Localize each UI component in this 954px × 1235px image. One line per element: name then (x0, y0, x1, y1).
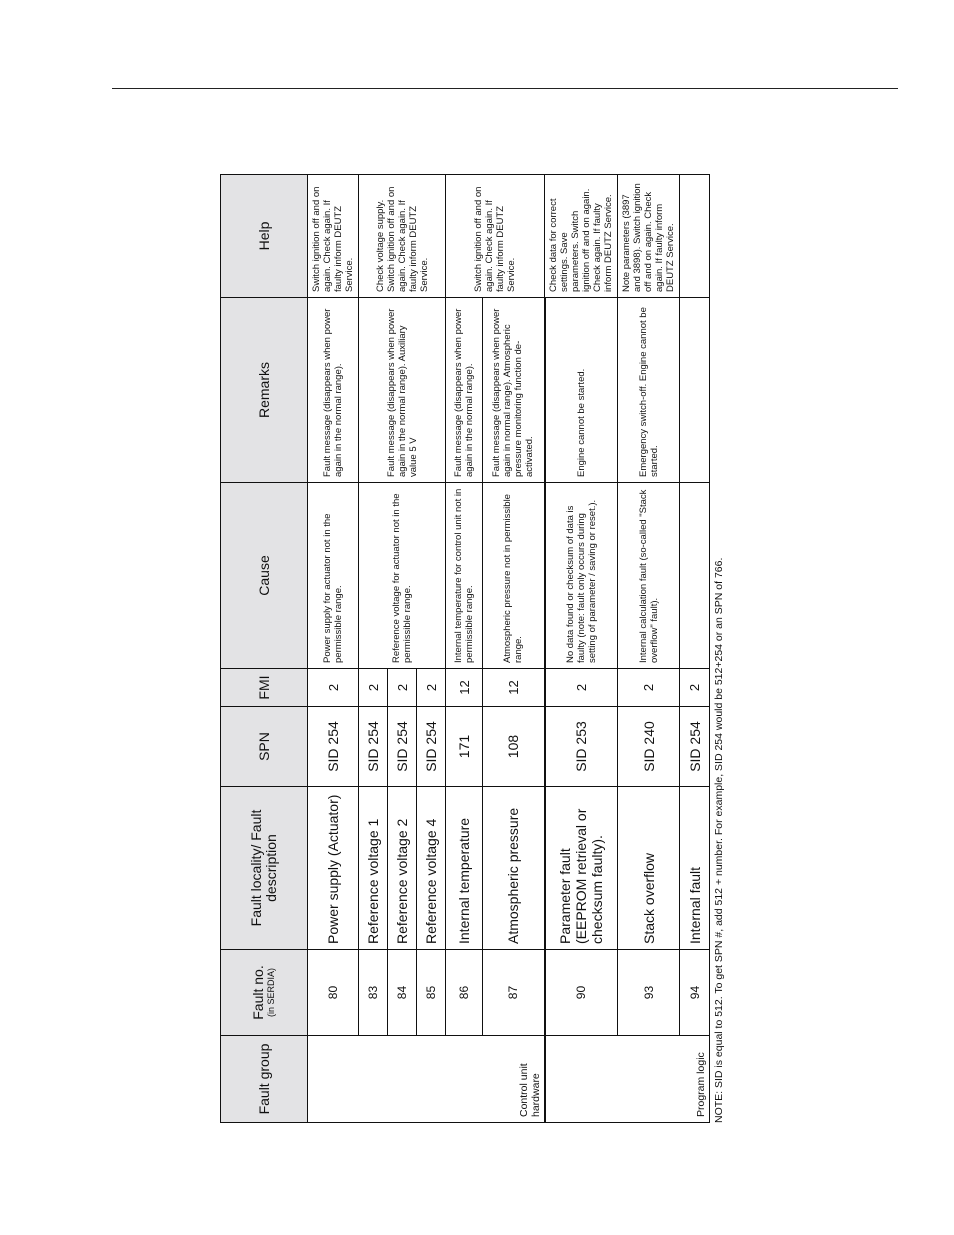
table-row (483, 175, 545, 1123)
fault-no: 80 (308, 950, 359, 1036)
spn-value: SID 254 (359, 707, 388, 787)
table-row (446, 175, 483, 1123)
fault-no: 85 (417, 950, 446, 1036)
fault-description: Parameter fault (EEPROM retrieval or checksum faulty). (545, 787, 618, 950)
fmi-value: 2 (388, 669, 417, 707)
spn-value: SID 254 (308, 707, 359, 787)
help-text: Switch ignition off and on again. Check again. If faulty inform DEUTZ Service. (446, 175, 545, 298)
fault-no: 84 (388, 950, 417, 1036)
header-row (221, 175, 308, 1123)
col-header-remarks: Remarks (221, 298, 308, 483)
col-header-fault-no-sub: (in SERDIA) (266, 968, 276, 1018)
help-text: Switch ignition off and on again. Check again. If faulty inform DEUTZ Service. (308, 175, 359, 298)
table-row (618, 175, 680, 1123)
fault-description: Power supply (Actuator) (308, 787, 359, 950)
cause-text: Internal temperature for control unit not in permissible range. (446, 483, 483, 669)
help-text: Check data for correct settings. Save parameters. Switch ignition off and on again. Check again. If faulty inform DEUTZ Service. (545, 175, 618, 298)
cause-text: Atmospheric pressure not in permissible range. (483, 483, 545, 669)
fmi-value: 2 (545, 669, 618, 707)
table-row (545, 175, 618, 1123)
fmi-value: 12 (446, 669, 483, 707)
cause-text: Power supply for actuator not in the permissible range. (308, 483, 359, 669)
table-row (308, 175, 359, 1123)
fmi-value: 2 (417, 669, 446, 707)
cause-text: Internal calculation fault (so-called "Stack overflow" fault). (618, 483, 680, 669)
fault-no: 87 (483, 950, 545, 1036)
remarks-text: Fault message (disappears when power again in the normal range). Auxiliary value 5 V (359, 298, 446, 483)
spn-value: SID 253 (545, 707, 618, 787)
fault-description: Reference voltage 1 (359, 787, 388, 950)
col-header-fmi: FMI (221, 669, 308, 707)
fault-no: 83 (359, 950, 388, 1036)
remarks-text: Fault message (disappears when power again in the normal range). (308, 298, 359, 483)
fmi-value: 12 (483, 669, 545, 707)
header-rule (112, 88, 898, 89)
fmi-value: 2 (359, 669, 388, 707)
col-header-group: Fault group (221, 1036, 308, 1123)
fault-no: 94 (680, 950, 710, 1036)
spn-value: SID 254 (417, 707, 446, 787)
spn-value: SID 254 (680, 707, 710, 787)
remarks-text: Fault message (disappears when power again in normal range). Atmospheric pressure monitoring function de-activated. (483, 298, 545, 483)
spn-value: SID 254 (388, 707, 417, 787)
cause-empty (680, 483, 710, 669)
fault-no: 93 (618, 950, 680, 1036)
remarks-text: Engine cannot be started. (545, 298, 618, 483)
spn-value: 171 (446, 707, 483, 787)
fault-description: Stack overflow (618, 787, 680, 950)
table-row (680, 175, 710, 1123)
fmi-value: 2 (308, 669, 359, 707)
fault-description: Internal fault (680, 787, 710, 950)
fmi-value: 2 (680, 669, 710, 707)
col-header-spn: SPN (221, 707, 308, 787)
col-header-help: Help (221, 175, 308, 298)
cause-text: No data found or checksum of data is faulty (note: fault only occurs during setting of parameter / saving or reset.). (545, 483, 618, 669)
group-label-hardware: Control unit hardware (308, 1036, 545, 1123)
fault-description: Reference voltage 4 (417, 787, 446, 950)
remarks-text: Emergency switch-off. Engine cannot be started. (618, 298, 680, 483)
fault-table-rotated (220, 175, 707, 1123)
fault-no: 90 (545, 950, 618, 1036)
fault-description: Atmospheric pressure (483, 787, 545, 950)
fault-table (220, 174, 710, 1123)
col-header-description: Fault locality/ Fault description (221, 787, 308, 950)
table-note: NOTE: SID is equal to 512. To get SPN #, add 512 + number. For example, SID 254 would be 512+254 or an SPN of 766. (713, 557, 725, 1123)
fault-description: Internal temperature (446, 787, 483, 950)
table-row (359, 175, 388, 1123)
cause-text: Reference voltage for actuator not in the permissible range. (359, 483, 446, 669)
spn-value: 108 (483, 707, 545, 787)
col-header-cause: Cause (221, 483, 308, 669)
fault-description: Reference voltage 2 (388, 787, 417, 950)
fault-no: 86 (446, 950, 483, 1036)
group-label-program: Program logic (545, 1036, 710, 1123)
help-empty (680, 175, 710, 298)
col-header-fault-no: Fault no. (in SERDIA) (221, 950, 308, 1036)
spn-value: SID 240 (618, 707, 680, 787)
help-text: Check voltage supply. Switch ignition off and on again. Check again. If faulty inform DEUTZ Service. (359, 175, 446, 298)
help-text: Note parameters (3897 and 3898). Switch ignition off and on again. Check again. If faulty inform DEUTZ Service. (618, 175, 680, 298)
fmi-value: 2 (618, 669, 680, 707)
remarks-empty (680, 298, 710, 483)
remarks-text: Fault message (disappears when power again in the normal range). (446, 298, 483, 483)
